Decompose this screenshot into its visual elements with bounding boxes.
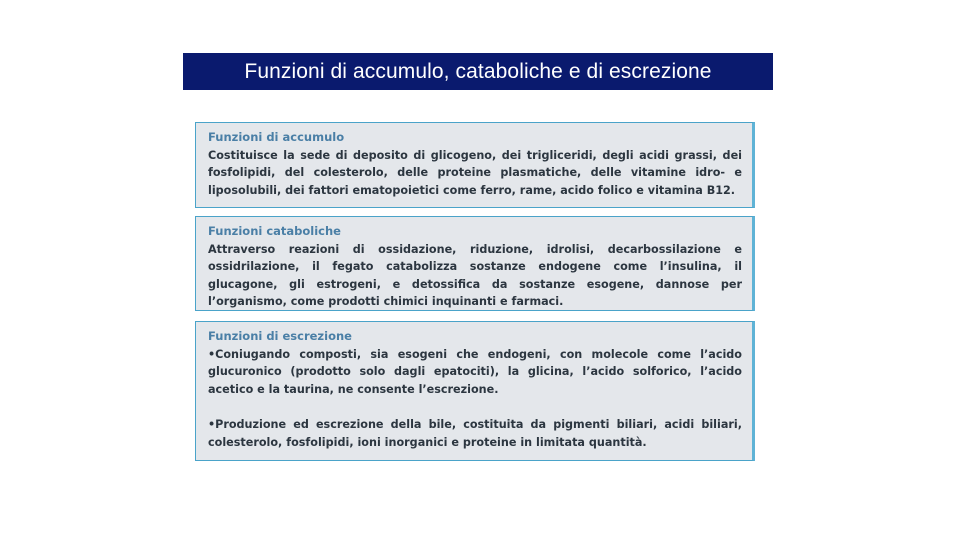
bullet-coniugazione: •Coniugando composti, sia esogeni che endogeni, con molecole come l’acido glucuronico (prodotto solo dagli epatociti), la glicina, l’acido solforico, l’acido acetico e la taurina, ne consente l’escrezione. bbox=[208, 347, 742, 396]
section-cataboliche bbox=[195, 216, 755, 311]
section-heading: Funzioni di accumulo bbox=[208, 130, 345, 144]
section-text: Costituisce la sede di deposito di glicogeno, dei trigliceridi, degli acidi grassi, dei fosfolipidi, del colesterolo, delle proteine plasmatiche, delle vitamine idro- e liposolubili, dei fattori ematopoietici come ferro, rame, acido folico e vitamina B12. bbox=[208, 148, 742, 197]
section-heading: Funzioni cataboliche bbox=[208, 224, 341, 238]
slide-title: Funzioni di accumulo, cataboliche e di escrezione bbox=[183, 53, 773, 90]
section-heading: Funzioni di escrezione bbox=[208, 329, 352, 343]
section-accumulo bbox=[195, 122, 755, 208]
section-escrezione bbox=[195, 321, 755, 461]
bullet-bile: •Produzione ed escrezione della bile, costituita da pigmenti biliari, acidi biliari, colesterolo, fosfolipidi, ioni inorganici e proteine in limitata quantità. bbox=[208, 418, 742, 449]
section-text: Attraverso reazioni di ossidazione, riduzione, idrolisi, decarbossilazione e ossidrilazione, il fegato catabolizza sostanze endogene come l’insulina, il glucagone, gli estrogeni, e detossifica da sostanze esogene, dannose per l’organismo, come prodotti chimici inquinanti e farmaci. bbox=[208, 242, 742, 308]
paragraph-gap bbox=[208, 398, 742, 416]
